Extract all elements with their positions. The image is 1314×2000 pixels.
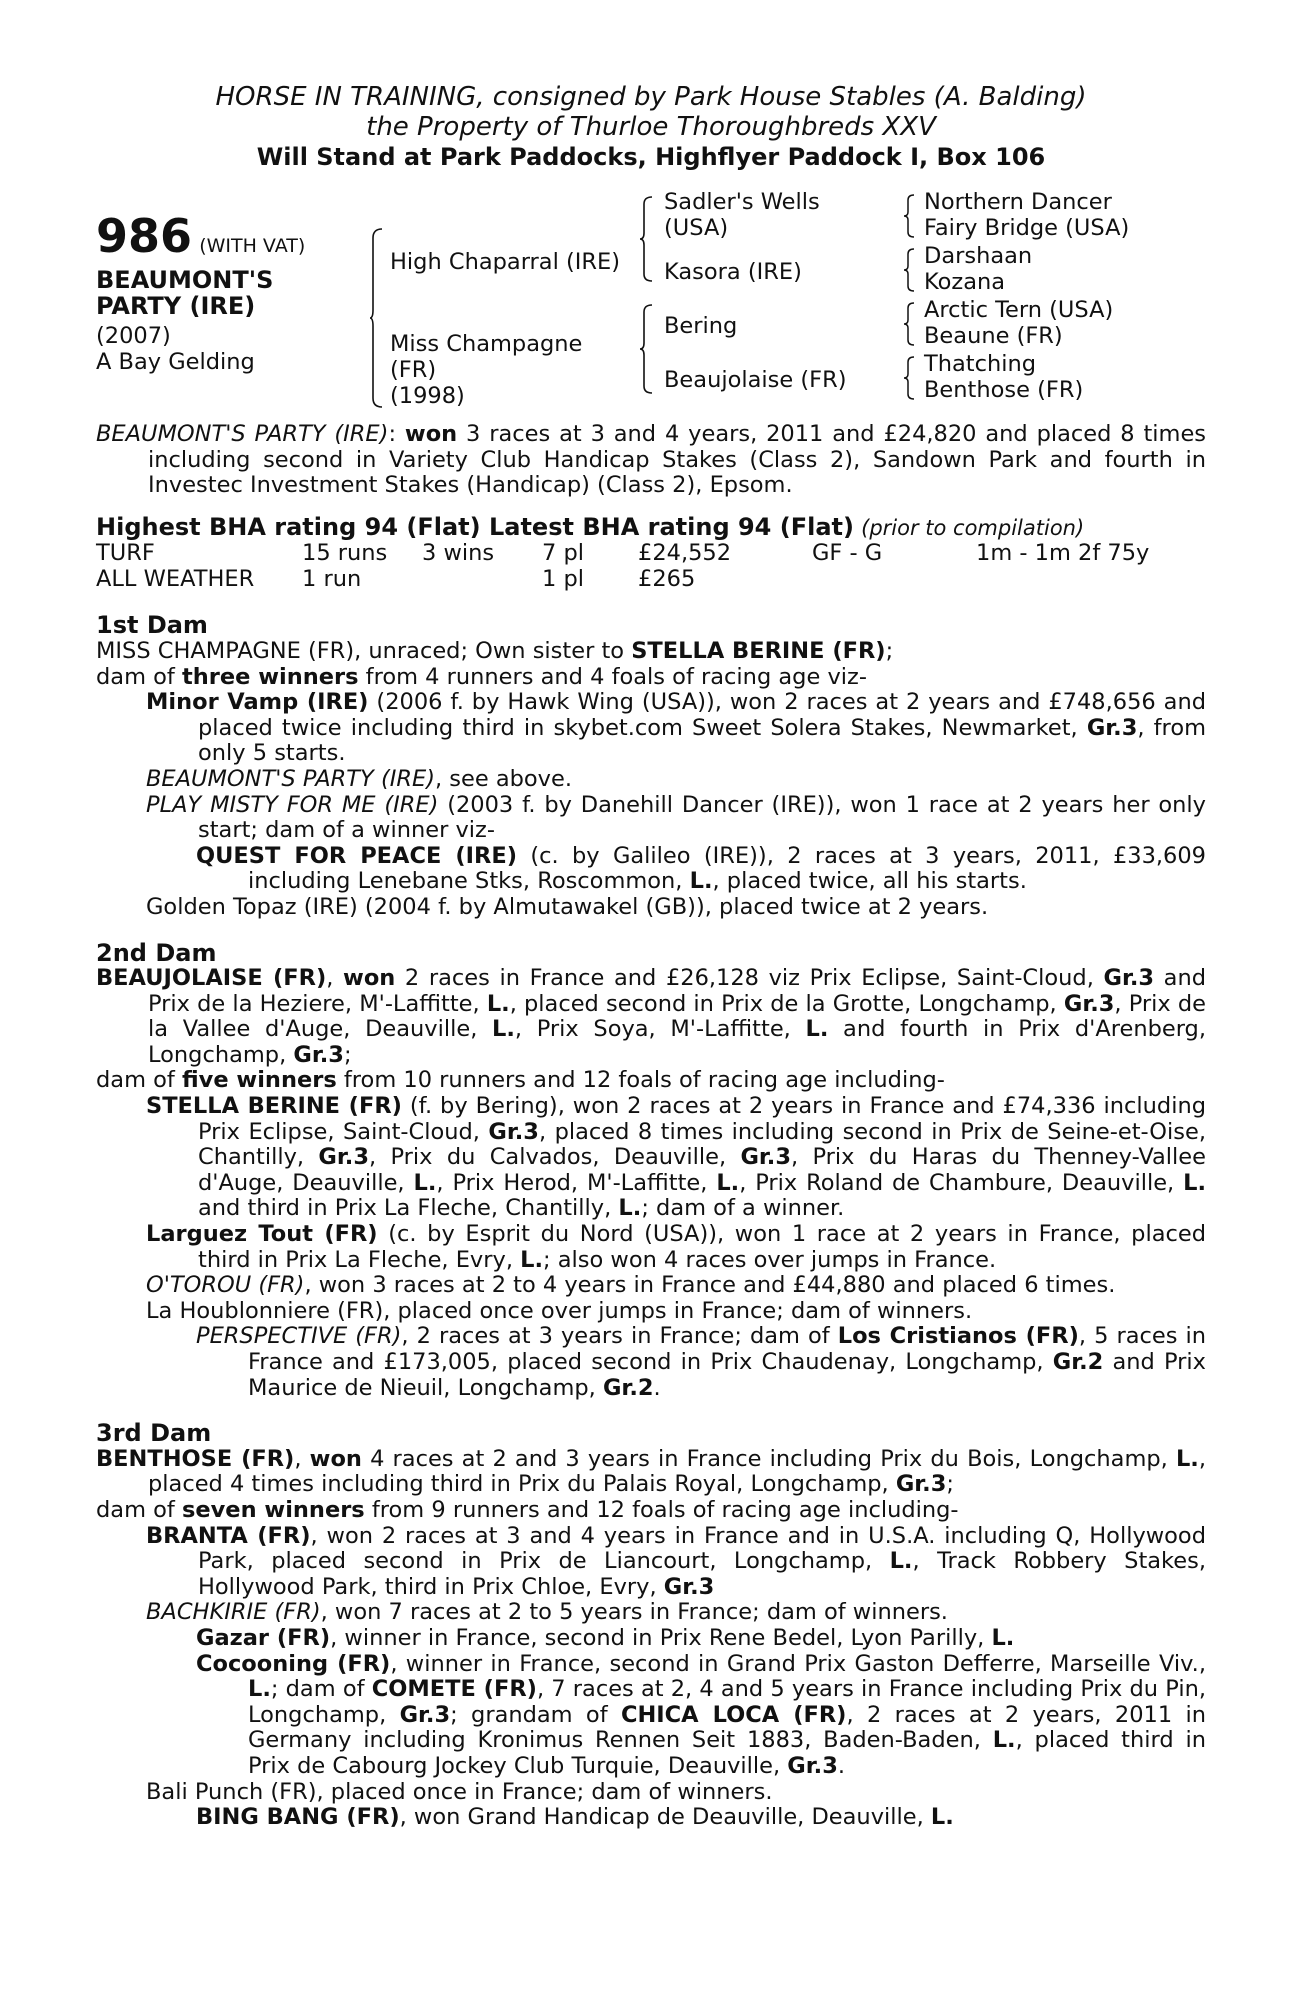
dam-name-line3: (1998) [390, 383, 465, 409]
pedigree-brace-dd [904, 356, 916, 400]
pedigree-brace-main [370, 228, 384, 408]
pedigree-brace-ds [904, 302, 916, 346]
sd-sire: Darshaan [924, 243, 1033, 269]
dam-name-line1: Miss Champagne [390, 331, 583, 357]
produce-entry: BACHKIRIE (FR), won 7 races at 2 to 5 years in France; dam of winners. [146, 1599, 948, 1626]
produce-entry: Bali Punch (FR), placed once in France; dam of winners. [146, 1778, 773, 1805]
race-record-summary: BEAUMONT'S PARTY (IRE): won 3 races at 3 and 4 years, 2011 and £24,820 and placed 8 times including second in Variety Club Handicap Stakes (Class 2), Sandown Park and fourth in Investec Investment Stakes (Handicap) (Class 2), Epsom. [96, 421, 1207, 499]
dam-dam: Beaujolaise (FR) [664, 367, 847, 393]
lot-header [96, 82, 1206, 172]
first-dam-produce-summary: dam of three winners from 4 runners and 4 foals of racing age viz- [96, 663, 867, 690]
dd-dam: Benthose (FR) [924, 377, 1084, 403]
sire-dam: Kasora (IRE) [664, 259, 802, 285]
produce-entry: O'TOROU (FR), won 3 races at 2 to 4 years in France and £44,880 and placed 6 times. [146, 1272, 1116, 1299]
third-dam-heading: 3rd Dam [96, 1419, 212, 1448]
dam-sire: Bering [664, 313, 738, 339]
pedigree-brace-sd [904, 248, 916, 292]
dd-sire: Thatching [924, 351, 1037, 377]
sire-name: High Chaparral (IRE) [390, 249, 621, 275]
consignor-line: HORSE IN TRAINING, consigned by Park House Stables (A. Balding) [215, 82, 1087, 112]
horse-name-line1: BEAUMONT'S [96, 266, 274, 294]
stats-wins: 3 wins [422, 540, 495, 567]
horse-description: A Bay Gelding [96, 349, 255, 375]
produce-entry: Minor Vamp (IRE) (2006 f. by Hawk Wing (USA)), won 2 races at 2 years and £748,656 and placed twice including third in skybet.com Sweet Solera Stakes, Newmarket, Gr.3, from only 5 starts. [146, 689, 1207, 767]
stats-runs: 1 run [302, 566, 362, 593]
sd-dam: Kozana [924, 269, 1006, 295]
stats-placed: 1 pl [542, 566, 585, 593]
second-dam-produce-summary: dam of five winners from 10 runners and 12 foals of racing age including- [96, 1067, 945, 1094]
sire-sire-line2: (USA) [664, 215, 729, 241]
stats-surface: TURF [96, 540, 155, 567]
ds-sire: Arctic Tern (USA) [924, 297, 1114, 323]
stand-location-line: Will Stand at Park Paddocks, Highflyer Paddock I, Box 106 [256, 143, 1046, 171]
produce-entry: STELLA BERINE (FR) (f. by Bering), won 2 races at 2 years in France and £74,336 including Prix Eclipse, Saint-Cloud, Gr.3, placed 8 times including second in Prix de Seine-et-Oise, Chantilly, Gr.3, Prix du Calvados, Deauville, Gr.3, Prix du Haras du Thenney-Vallee d'Auge, Deauville, L., Prix Herod, M'-Laffitte, L., Prix Roland de Chambure, Deauville, L. and third in Prix La Fleche, Chantilly, L.; dam of a winner. [146, 1093, 1207, 1222]
stats-placed: 7 pl [542, 540, 585, 567]
lot-number: 986 (WITH VAT) [96, 209, 306, 263]
first-dam-intro: MISS CHAMPAGNE (FR), unraced; Own sister to STELLA BERINE (FR); [96, 637, 894, 664]
pedigree-brace-ss [904, 194, 916, 238]
pedigree-block [96, 190, 1206, 422]
produce-entry: Larguez Tout (FR) (c. by Esprit du Nord (USA)), won 1 race at 2 years in France, placed third in Prix La Fleche, Evry, L.; also won 4 races over jumps in France. [146, 1221, 1207, 1273]
bha-rating: Highest BHA rating 94 (Flat) Latest BHA rating 94 (Flat) (prior to compilation) [96, 512, 1085, 541]
produce-entry: PLAY MISTY FOR ME (IRE) (2003 f. by Danehill Dancer (IRE)), won 1 race at 2 years her only start; dam of a winner viz- [146, 791, 1207, 844]
produce-entry: BING BANG (FR), won Grand Handicap de Deauville, Deauville, L. [196, 1804, 954, 1831]
ds-dam: Beaune (FR) [924, 323, 1063, 349]
produce-entry: BRANTA (FR), won 2 races at 3 and 4 years in France and in U.S.A. including Q, Hollywood Park, placed second in Prix de Liancourt, Longchamp, L., Track Robbery Stakes, Hollywood Park, third in Prix Chloe, Evry, Gr.3 [146, 1522, 1207, 1600]
third-dam-record: BENTHOSE (FR), won 4 races at 2 and 3 years in France including Prix du Bois, Longchamp, L., placed 4 times including third in Prix du Palais Royal, Longchamp, Gr.3; [96, 1445, 1207, 1498]
second-dam-record: BEAUJOLAISE (FR), won 2 races in France and £26,128 viz Prix Eclipse, Saint-Cloud, Gr.3 and Prix de la Heziere, M'-Laffitte, L., placed second in Prix de la Grotte, Longchamp, Gr.3, Prix de la Vallee d'Auge, Deauville, L., Prix Soya, M'-Laffitte, L. and fourth in Prix d'Arenberg, Longchamp, Gr.3; [96, 965, 1207, 1068]
sire-sire-line1: Sadler's Wells [664, 189, 820, 215]
pedigree-brace-sire [640, 196, 654, 282]
produce-entry: Gazar (FR), winner in France, second in Prix Rene Bedel, Lyon Parilly, L. [196, 1624, 1015, 1651]
dam-name-line2: (FR) [390, 357, 437, 383]
produce-entry: PERSPECTIVE (FR), 2 races at 3 years in France; dam of Los Cristianos (FR), 5 races in France and £173,005, placed second in Prix Chaudenay, Longchamp, Gr.2 and Prix Maurice de Nieuil, Longchamp, Gr.2. [196, 1323, 1207, 1401]
horse-name-line2: PARTY (IRE) [96, 292, 256, 320]
ss-sire: Northern Dancer [924, 189, 1112, 215]
produce-entry: La Houblonniere (FR), placed once over jumps in France; dam of winners. [146, 1297, 973, 1324]
ss-dam: Fairy Bridge (USA) [924, 215, 1130, 241]
produce-entry: BEAUMONT'S PARTY (IRE), see above. [146, 765, 572, 792]
foaling-year: (2007) [96, 323, 171, 349]
third-dam-produce-summary: dam of seven winners from 9 runners and 12 foals of racing age including- [96, 1496, 959, 1523]
first-dam-heading: 1st Dam [96, 611, 208, 640]
produce-entry: Cocooning (FR), winner in France, second in Grand Prix Gaston Defferre, Marseille Viv., L.; dam of COMETE (FR), 7 races at 2, 4 and 5 years in France including Prix du Pin, Longchamp, Gr.3; grandam of CHICA LOCA (FR), 2 races at 2 years, 2011 in Germany including Kronimus Rennen Seit 1883, Baden-Baden, L., placed third in Prix de Cabourg Jockey Club Turquie, Deauville, Gr.3. [196, 1650, 1206, 1779]
stats-going: GF - G [812, 540, 883, 567]
form-stats-table [96, 541, 1206, 593]
stats-distance: 1m - 1m 2f 75y [976, 540, 1150, 567]
produce-entry: QUEST FOR PEACE (IRE) (c. by Galileo (IRE)), 2 races at 3 years, 2011, £33,609 including Lenebane Stks, Roscommon, L., placed twice, all his starts. [196, 842, 1206, 895]
second-dam-heading: 2nd Dam [96, 938, 217, 967]
stats-runs: 15 runs [302, 540, 388, 567]
owner-line: the Property of Thurloe Thoroughbreds XXV [366, 112, 936, 142]
stats-prize: £24,552 [638, 540, 732, 567]
stats-prize: £265 [638, 566, 696, 593]
catalogue-page [96, 82, 1206, 1831]
produce-entry: Golden Topaz (IRE) (2004 f. by Almutawakel (GB)), placed twice at 2 years. [146, 893, 989, 920]
stats-surface: ALL WEATHER [96, 566, 255, 593]
pedigree-brace-dam [640, 304, 654, 394]
